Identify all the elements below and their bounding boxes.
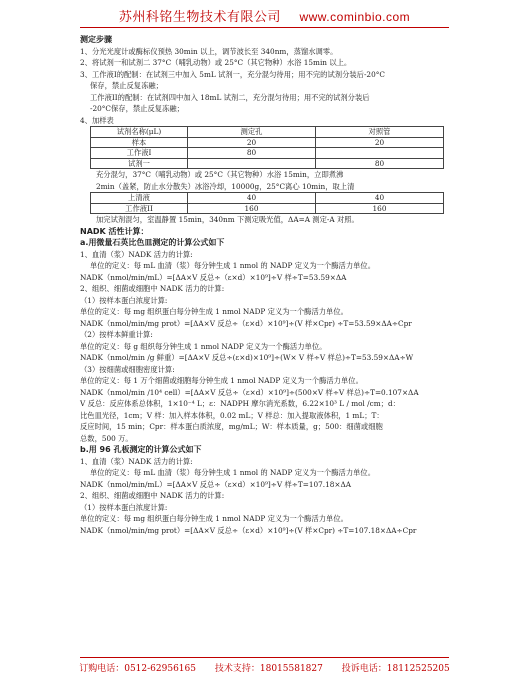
calc-a1-def: 单位的定义：每 mL 血清（浆）每分钟生成 1 nmol 的 NADP 定义为一个酶活力单位。 (90, 261, 376, 270)
calc-a-note-3: 反应时间，15 min；Cpr：样本蛋白质浓度，mg/mL；W：样本质量，g；500：细菌或细胞 (80, 422, 383, 431)
table-cell: 样本 (91, 137, 188, 148)
table-cell: 80 (316, 158, 444, 169)
page-header (0, 6, 529, 25)
complaint-phone: 投诉电话：18112525205 (341, 664, 450, 674)
header-divider (80, 27, 449, 28)
table-row (91, 148, 444, 159)
calc-a2-3: （3）按细菌或细胞密度计算: (80, 364, 175, 374)
document-body (80, 34, 454, 536)
calc-a-note-1: V 反总：反应体系总体积，1×10⁻⁴ L；ε：NADPH 摩尔消光系数，6.22×10³ L / mol /cm；d： (80, 399, 400, 408)
table-cell: 工作液II (91, 203, 188, 214)
step-1: 1、分光光度计或酶标仪预热 30min 以上，调节波长至 340nm，蒸馏水调零。 (80, 46, 338, 56)
table-cell: 20 (316, 137, 444, 148)
calc-a2-2: （2）按样本鲜重计算: (80, 330, 153, 339)
calc-a2-2-def: 单位的定义：每 g 组织每分钟生成 1 nmol NADP 定义为一个酶活力单位。 (80, 341, 327, 351)
calc-a2-2-formula: NADK（nmol/min /g 鲜重）=[ΔA×V 反总÷(ε×d)×10⁹]÷(W× V 样÷V 样总)÷T=53.59×ΔA÷W (80, 353, 414, 362)
table-note-1: 充分混匀，37°C（哺乳动物）或 25°C（其它物种）水浴 15min，立即煮沸 (96, 170, 344, 179)
table-note-2: 2min（盖紧，防止水分散失）冰浴冷却，10000g，25°C离心 10min，取上清 (96, 181, 355, 191)
table-cell: 40 (316, 193, 444, 204)
calc-a2-3-formula: NADK（nmol/min /10⁴ cell）=[ΔA×V 反总÷（ε×d）×10⁹]÷(500×V 样÷V 样总)÷T=0.107×ΔA (80, 387, 419, 397)
calc-b2-1-formula: NADK（nmol/min/mg prot）=[ΔA×V 反总÷（ε×d）×10⁹]÷(V 样×Cpr) ÷T=107.18×ΔA÷Cpr (80, 525, 417, 535)
table-row (91, 137, 444, 148)
table-header-cell: 对照管 (316, 127, 444, 138)
calc-a-note-4: 总数，500 万。 (80, 433, 133, 443)
website-link[interactable]: www.cominbio.com (299, 10, 411, 24)
calc-b2-1: （1）按样本蛋白浓度计算: (80, 502, 168, 512)
table-cell (188, 158, 316, 169)
page-footer (0, 661, 529, 674)
table-cell (316, 148, 444, 159)
support-phone: 技术支持：18015581827 (214, 664, 323, 674)
step-3-line-3: 工作液II的配制：在试剂四中加入 18mL 试剂二，充分混匀待用；用不完的试剂分装后 (90, 92, 370, 102)
section-title-steps: 测定步骤 (80, 35, 112, 44)
table-header-cell: 测定孔 (188, 127, 316, 138)
calc-a1-formula: NADK（nmol/min/mL）=[ΔA×V 反总÷（ε×d）×10⁹]÷V 样÷T=53.59×ΔA (80, 272, 347, 282)
calc-a2: 2、组织、细菌或细胞中 NADK 活力的计算: (80, 284, 225, 293)
table-cell: 160 (316, 203, 444, 214)
calc-b1-def: 单位的定义：每 mL 血清（浆）每分钟生成 1 nmol 的 NADP 定义为一个酶活力单位。 (90, 468, 376, 477)
calc-b2-1-def: 单位的定义：每 mg 组织蛋白每分钟生成 1 nmol NADP 定义为一个酶活力单位。 (80, 514, 348, 523)
calc-b1: 1、血清（浆）NADK 活力的计算: (80, 456, 193, 466)
footer-divider (80, 657, 449, 658)
step-4: 4、加样表 (80, 115, 114, 125)
step-3-line-4: -20°C保存，禁止反复冻融； (90, 104, 184, 113)
table-cell: 80 (188, 148, 316, 159)
table-cell: 工作液I (91, 148, 188, 159)
table-row (91, 203, 444, 214)
table-cell: 上清液 (91, 193, 188, 204)
table-row (91, 193, 444, 204)
calc-a-note-2: 比色皿光径，1cm；V 样：加入样本体积，0.02 mL；V 样总：加入提取液体积，1 mL；T： (80, 410, 384, 420)
calc-a2-1-formula: NADK（nmol/min/mg prot）=[ΔA×V 反总÷（ε×d）×10⁹]÷(V 样×Cpr) ÷T=53.59×ΔA÷Cpr (80, 318, 412, 328)
calc-a2-3-def: 单位的定义：每 1 万个细菌或细胞每分钟生成 1 nmol NADP 定义为一个酶活力单位。 (80, 376, 363, 385)
table-header-cell: 试剂名称(μL) (91, 127, 188, 138)
company-name: 苏州科铭生物技术有限公司 (118, 10, 281, 25)
calc-a1: 1、血清（浆）NADK 活力的计算: (80, 249, 193, 259)
table-cell: 160 (188, 203, 316, 214)
step-3: 3、工作液I的配制：在试剂三中加入 5mL 试剂一，充分混匀待用；用不完的试剂分装后-20°C (80, 69, 385, 79)
after-table-note: 加完试剂混匀，室温静置 15min，340nm 下测定吸光值，ΔA=A 测定-A 对照。 (96, 215, 359, 224)
table-row (91, 158, 444, 169)
table-cell: 20 (188, 137, 316, 148)
calc-a2-1: （1）按样本蛋白浓度计算: (80, 295, 168, 305)
calc-a2-1-def: 单位的定义：每 mg 组织蛋白每分钟生成 1 nmol NADP 定义为一个酶活力单位。 (80, 307, 348, 316)
subsection-a-title: a.用微量石英比色皿测定的计算公式如下 (80, 238, 225, 247)
step-2: 2、将试剂一和试剂二 37°C（哺乳动物）或 25°C（其它物种）水浴 15min 以上。 (80, 58, 352, 67)
calc-b1-formula: NADK（nmol/min/mL）=[ΔA×V 反总÷（ε×d）×10⁹]÷V 样÷T=107.18×ΔA (80, 479, 352, 489)
order-phone: 订购电话：0512-62956165 (79, 664, 196, 674)
table-cell: 试剂一 (91, 158, 188, 169)
table-header-row (91, 127, 444, 138)
sample-table (90, 126, 444, 169)
section-title-calc: NADK 活性计算： (80, 226, 149, 236)
subsection-b-title: b.用 96 孔板测定的计算公式如下 (80, 445, 202, 454)
table-cell: 40 (188, 193, 316, 204)
step-3-line-2: 保存，禁止反复冻融； (90, 81, 163, 90)
calc-b2: 2、组织、细菌或细胞中 NADK 活力的计算: (80, 491, 225, 500)
sample-table-continued (90, 192, 444, 214)
